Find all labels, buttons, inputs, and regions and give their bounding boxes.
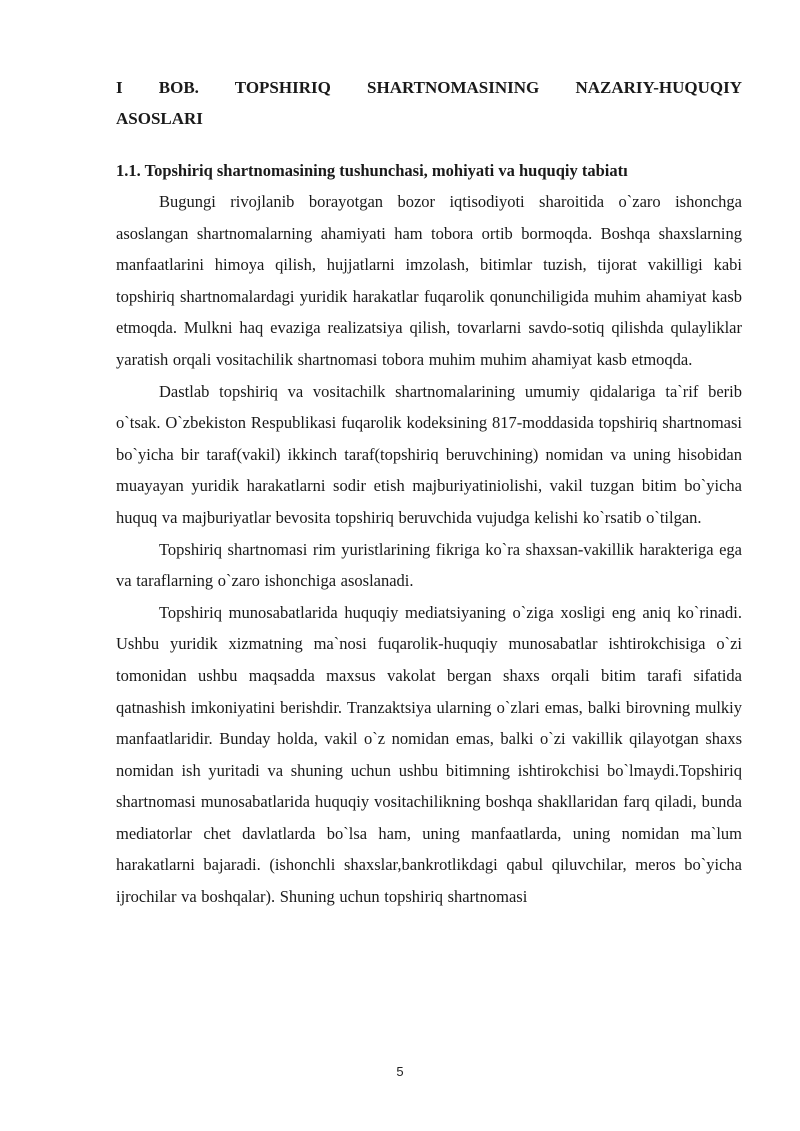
body-paragraph: Bugungi rivojlanib borayotgan bozor iqtisodiyoti sharoitida o`zaro ishonchga asoslangan shartnomalarning ahamiyati ham tobora ortib bormoqda. Boshqa shaxslarning manfaatlarini himoya qilish, hujjatlarni imzolash, bitimlar tuzish, tijorat vakilligi kabi topshiriq shartnomalardagi yuridik harakatlar fuqarolik qonunchiligida muhim ahamiyat kasb etmoqda. Mulkni haq evaziga realizatsiya qilish, tovarlarni savdo-sotiq qilishda qulayliklar yaratish orqali vositachilik shartnomasi tobora muhim muhim ahamiyat kasb etmoqda. [116,192,742,369]
body-paragraph: Dastlab topshiriq va vositachilk shartnomalarining umumiy qidalariga ta`rif berib o`tsak. O`zbekiston Respublikasi fuqarolik kodeksining 817-moddasida topshiriq shartnomasi bo`yicha bir taraf(vakil) ikkinch taraf(topshiriq beruvchining) nomidan va uning hisobidan muayayan yuridik harakatlarni sodir etish majburiyatiniolishi, vakil tuzgan bitim bo`yicha huquq va majburiyatlar bevosita topshiriq beruvchida vujudga kelishi ko`rsatib o`tilgan. [116,381,742,527]
page-content [116,72,742,913]
page-number: 5 [396,1064,404,1079]
section-title: 1.1. Topshiriq shartnomasining tushunchasi, mohiyati va huquqiy tabiatı [116,161,628,180]
chapter-title-line1: I BOB. TOPSHIRIQ SHARTNOMASINING NAZARIY-HUQUQIY [116,78,742,97]
body-paragraph: Topshiriq munosabatlarida huquqiy mediatsiyaning o`ziga xosligi eng aniq ko`rinadi. Ushbu yuridik xizmatning ma`nosi fuqarolik-huquqiy munosabatlar ishtirokchisiga o`zi tomonidan ushbu maqsadda maxsus vakolat bergan shaxs orqali bitim tarafi sifatida qatnashish imkoniyatini berishdir. Tranzaktsiya ularning o`zlari emas, balki birovning mulkiy manfaatlaridir. Bunday holda, vakil o`z nomidan emas, balki o`zi vakillik qilayotgan shaxs nomidan ish yuritadi va shuning uchun ushbu bitimning ishtirokchisi bo`lmaydi.Topshiriq shartnomasi munosabatlarida huquqiy vositachilikning boshqa shakllaridan farq qiladi, bunda mediatorlar chet davlatlarda bo`lsa ham, uning manfaatlarda, uning nomidan ma`lum harakatlarni bajaradi. (ishonchli shaxslar,bankrotlikdagi qabul qiluvchilar, meros bo`yicha ijrochilar va boshqalar). Shuning uchun topshiriq shartnomasi [116,602,742,907]
chapter-title-line2: ASOSLARI [116,109,203,128]
body-paragraph: Topshiriq shartnomasi rim yuristlarining fikriga ko`ra shaxsan-vakillik harakteriga ega va taraflarning o`zaro ishonchiga asoslanadi. [116,539,742,591]
chapter-title [116,72,742,134]
